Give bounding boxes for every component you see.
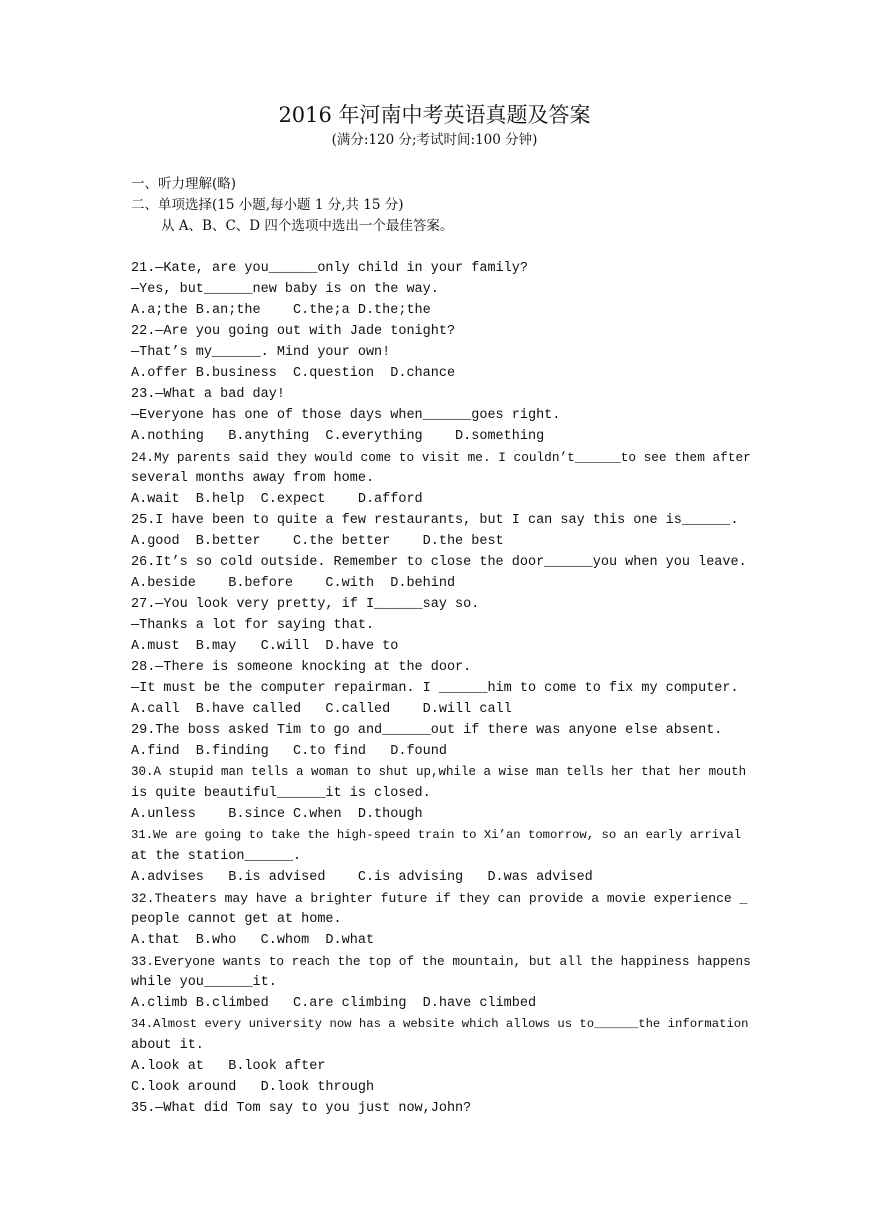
question-line: A.good B.better C.the better D.the best <box>131 534 504 549</box>
question-line: about it. <box>131 1038 204 1053</box>
question-line: is quite beautiful______it is closed. <box>131 786 431 801</box>
question-line: A.unless B.since C.when D.though <box>131 807 423 822</box>
question-line: A.offer B.business C.question D.chance <box>131 366 456 381</box>
page-title: 2016 年河南中考英语真题及答案 <box>278 103 591 127</box>
question-line: A.find B.finding C.to find D.found <box>131 744 447 759</box>
question-line: —It must be the computer repairman. I ______him to come to fix my computer. <box>131 681 739 696</box>
question-line: 24.My parents said they would come to visit me. I couldn’t______to see them after <box>131 450 751 465</box>
question-line: A.that B.who C.whom D.what <box>131 933 375 948</box>
question-list <box>131 258 751 1119</box>
question-line: A.beside B.before C.with D.behind <box>131 576 456 591</box>
question-line: A.look at B.look after <box>131 1059 326 1074</box>
question-line: several months away from home. <box>131 471 375 486</box>
question-line: 22.—Are you going out with Jade tonight? <box>131 324 456 339</box>
question-line: 34.Almost every university now has a website which allows us to______the information <box>131 1017 749 1031</box>
section-heading: 二、单项选择(15 小题,每小题 1 分,共 15 分) <box>131 197 404 213</box>
question-line: A.a;the B.an;the C.the;a D.the;the <box>131 303 431 318</box>
section-instruction: 从 A、B、C、D 四个选项中选出一个最佳答案。 <box>161 218 454 234</box>
question-line: 25.I have been to quite a few restaurants, but I can say this one is______. <box>131 513 739 528</box>
question-line: 30.A stupid man tells a woman to shut up,while a wise man tells her that her mouth <box>131 765 747 779</box>
question-line: A.climb B.climbed C.are climbing D.have climbed <box>131 996 537 1011</box>
question-line: C.look around D.look through <box>131 1080 375 1095</box>
question-line: people cannot get at home. <box>131 912 342 927</box>
question-line: 27.—You look very pretty, if I______say so. <box>131 597 480 612</box>
question-line: —Everyone has one of those days when______goes right. <box>131 408 561 423</box>
question-line: 26.It’s so cold outside. Remember to close the door______you when you leave. <box>131 555 747 570</box>
question-line: 32.Theaters may have a brighter future if they can provide a movie experience _ <box>131 891 748 906</box>
question-line: —Yes, but______new baby is on the way. <box>131 282 439 297</box>
section-heading: 一、听力理解(略) <box>131 176 237 192</box>
question-line: 21.—Kate, are you______only child in your family? <box>131 261 528 276</box>
question-line: 23.—What a bad day! <box>131 387 285 402</box>
question-line: while you______it. <box>131 975 277 990</box>
question-line: 35.—What did Tom say to you just now,John? <box>131 1101 472 1116</box>
question-line: A.advises B.is advised C.is advising D.was advised <box>131 870 593 885</box>
question-line: 31.We are going to take the high-speed train to Xi’an tomorrow, so an early arrival <box>131 828 742 842</box>
question-line: A.must B.may C.will D.have to <box>131 639 399 654</box>
question-line: 33.Everyone wants to reach the top of the mountain, but all the happiness happens <box>131 954 751 969</box>
question-line: 28.—There is someone knocking at the door. <box>131 660 472 675</box>
question-line: —Thanks a lot for saying that. <box>131 618 375 633</box>
page-subtitle: (满分:120 分;考试时间:100 分钟) <box>331 132 538 148</box>
question-line: —That’s my______. Mind your own! <box>131 345 391 360</box>
question-line: A.wait B.help C.expect D.afford <box>131 492 423 507</box>
question-line: at the station______. <box>131 849 302 864</box>
spacer <box>131 237 751 258</box>
question-line: 29.The boss asked Tim to go and______out if there was anyone else absent. <box>131 723 723 738</box>
question-line: A.nothing B.anything C.everything D.something <box>131 429 545 444</box>
question-line: A.call B.have called C.called D.will call <box>131 702 512 717</box>
document-body <box>131 174 751 1119</box>
